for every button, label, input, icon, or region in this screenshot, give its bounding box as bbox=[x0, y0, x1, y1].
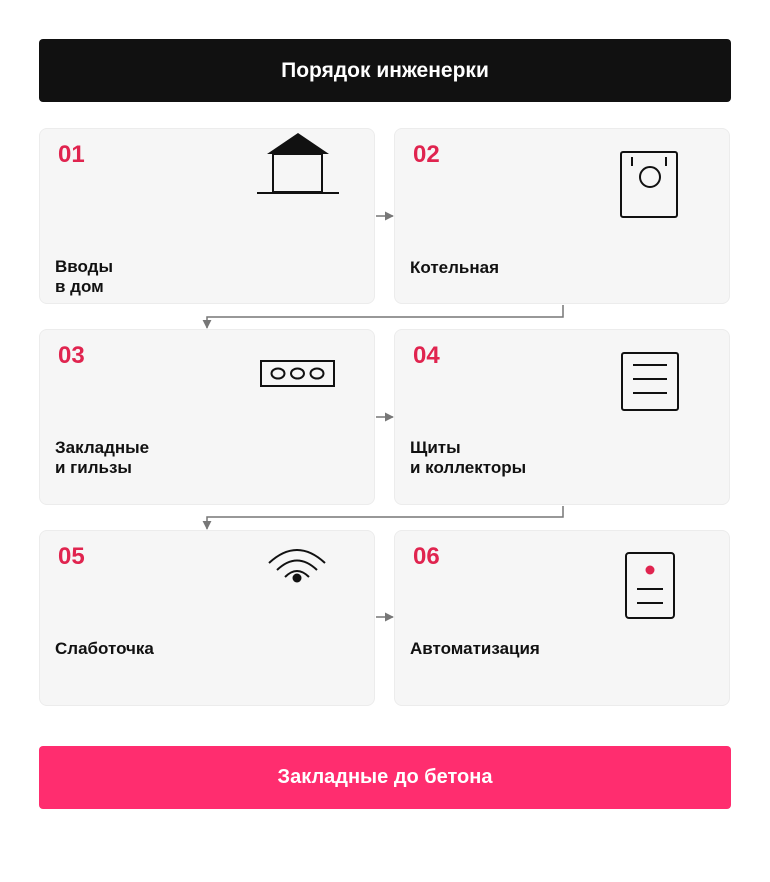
step-label: Щиты и коллекторы bbox=[410, 438, 527, 477]
step-number: 05 bbox=[58, 543, 85, 570]
step-label: Котельная bbox=[410, 258, 500, 277]
arrow-02-03 bbox=[207, 305, 563, 328]
step-number: 06 bbox=[413, 543, 440, 570]
arrow-04-05 bbox=[207, 506, 563, 529]
page-title: Порядок инженерки bbox=[39, 39, 731, 102]
step-number: 04 bbox=[413, 342, 440, 369]
step-label: Закладные и гильзы bbox=[55, 438, 150, 477]
step-label: Слаботочка bbox=[55, 639, 154, 658]
step-number: 03 bbox=[58, 342, 85, 369]
step-number: 01 bbox=[58, 141, 85, 168]
cta-button[interactable]: Закладные до бетона bbox=[39, 746, 731, 809]
step-number: 02 bbox=[413, 141, 440, 168]
step-label: Автоматизация bbox=[410, 639, 540, 658]
step-label: Вводы в дом bbox=[55, 257, 113, 296]
